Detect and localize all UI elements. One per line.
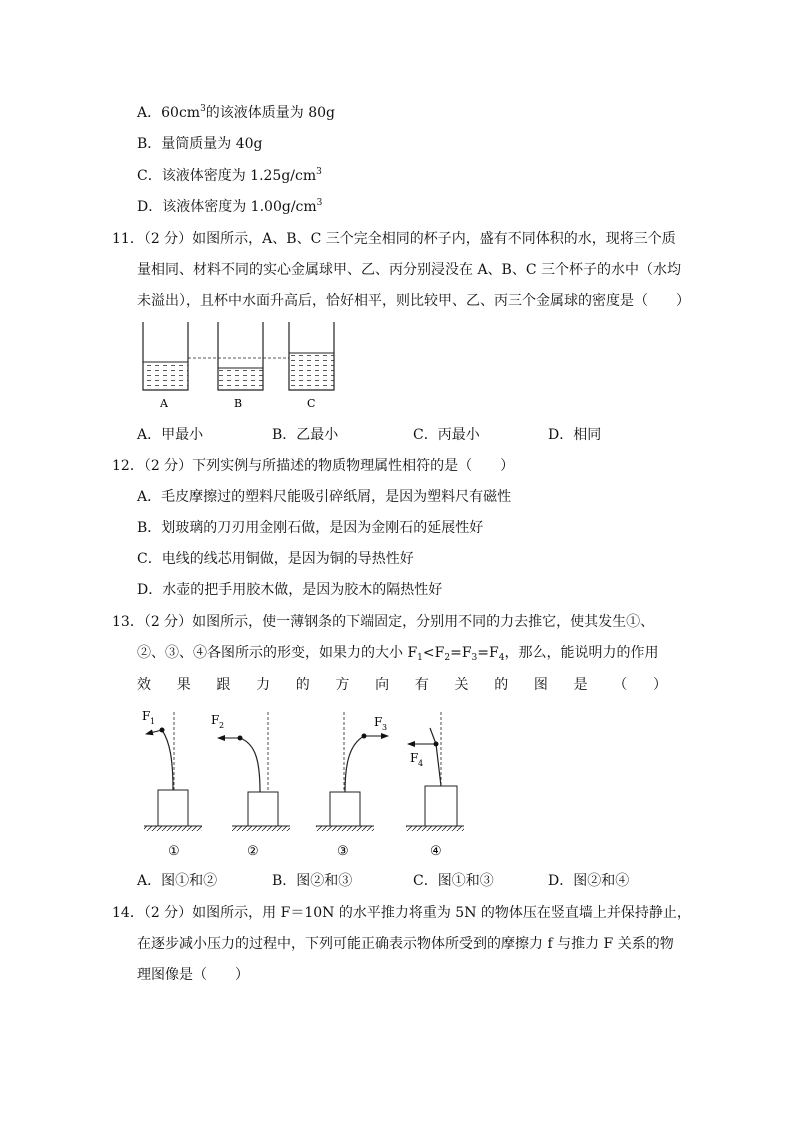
q12-option-a: A．毛皮摩擦过的塑料尺能吸引碎纸屑，是因为塑料尺有磁性 — [137, 489, 512, 505]
q11-option-c: C．丙最小 — [413, 427, 480, 443]
q13-line3-char: ） — [652, 677, 667, 693]
q12-option-b: B．划玻璃的刀刃用金刚石做，是因为金刚石的延展性好 — [137, 520, 484, 536]
svg-text:F: F — [374, 715, 383, 729]
q11-option-a: A．甲最小 — [137, 427, 204, 443]
q13-option-d: D．图②和④ — [548, 873, 630, 889]
q11-stem-line1: 11．（2 分）如图所示，A、B、C 三个完全相同的杯子内，盛有不同体积的水，现将三个质 — [112, 231, 676, 247]
q11-stem-line2: 量相同、材料不同的实心金属球甲、乙、丙分别浸没在 A、B、C 三个杯子的水中（水均 — [137, 262, 682, 278]
q11-number: 11．（2 分） — [112, 231, 193, 247]
q12-number: 12．（2 分） — [112, 458, 193, 474]
q13-line3-char: 力 — [256, 677, 271, 693]
q14-number: 14．（2 分） — [112, 905, 193, 921]
q13-line3-char: （ — [613, 677, 628, 693]
figure-4 — [406, 712, 464, 859]
q12-stem: 12．（2 分）下列实例与所描述的物质物理属性相符的是（ ） — [112, 458, 515, 474]
svg-text:F: F — [410, 751, 419, 765]
q13-line3-char: 有 — [414, 677, 429, 693]
svg-text:2: 2 — [219, 721, 225, 730]
q13-stem-line1: 13．（2 分）如图所示，使一薄钢条的下端固定，分别用不同的力去推它，使其发生①、 — [112, 614, 655, 630]
svg-text:④: ④ — [430, 844, 442, 859]
cup-label-a: A — [160, 397, 168, 410]
q13-number: 13．（2 分） — [112, 614, 193, 630]
cup-label-c: C — [307, 397, 316, 410]
q12-option-c: C．电线的线芯用铜做，是因为铜的导热性好 — [137, 551, 414, 567]
q13-line3-char: 向 — [375, 677, 390, 693]
q13-line3-char: 效 — [137, 677, 151, 693]
q13-line3-char: 方 — [335, 677, 350, 693]
cup-a — [143, 322, 188, 390]
figure-3 — [316, 712, 388, 859]
q14-stem-line1: 14．（2 分）如图所示，用 F＝10N 的水平推力将重为 5N 的物体压在竖直墙上并保持静止， — [112, 905, 691, 921]
cup-label-b: B — [234, 397, 243, 410]
svg-text:1: 1 — [150, 717, 156, 726]
q13-line3-char: 关 — [454, 677, 469, 693]
q13-steel-strip-figure — [138, 700, 478, 860]
q13-stem-line3 — [137, 675, 667, 695]
q10-option-b: B．量筒质量为 40g — [137, 136, 263, 152]
q10-option-a: A．$60cm^3$的该液体质量为 80g — [137, 104, 336, 121]
q11-stem-line3: 未溢出），且杯中水面升高后，恰好相平，则比较甲、乙、丙三个金属球的密度是（ ） — [137, 293, 690, 309]
q13-option-a: A．图①和② — [137, 873, 218, 889]
q11-cups-figure — [130, 318, 350, 413]
q13-option-b: B．图②和③ — [272, 873, 353, 889]
q13-option-c: C．图①和③ — [413, 873, 494, 889]
figure-2 — [211, 712, 290, 859]
svg-text:②: ② — [247, 844, 259, 859]
q14-stem-line2: 在逐步减小压力的过程中，下列可能正确表示物体所受到的摩擦力 f 与推力 F 关系的物 — [137, 936, 674, 952]
q10-option-c: C．该液体密度为 $1.25g/cm^3$ — [137, 167, 322, 184]
svg-text:F: F — [142, 709, 151, 723]
q13-line3-char: 的 — [494, 677, 509, 693]
q13-line3-char: 图 — [533, 677, 548, 693]
q11-option-d: D．相同 — [548, 427, 602, 443]
svg-text:③: ③ — [337, 844, 349, 859]
q13-line3-char: 的 — [295, 677, 310, 693]
q12-option-d: D．水壶的把手用胶木做，是因为胶木的隔热性好 — [137, 582, 443, 598]
q14-stem-line3: 理图像是（ ） — [137, 967, 249, 983]
svg-text:3: 3 — [382, 723, 388, 732]
svg-text:①: ① — [168, 844, 180, 859]
q11-option-b: B．乙最小 — [272, 427, 339, 443]
figure-1 — [142, 709, 202, 859]
q13-stem-line2: ②、③、④各图所示的形变，如果力的大小 $F_1<F_2=F_3=F_4$，那么，能说明力的作用 — [137, 645, 659, 663]
cup-c — [289, 322, 334, 390]
q13-line3-char: 果 — [176, 677, 191, 693]
q13-line3-char: 跟 — [216, 677, 231, 693]
svg-text:4: 4 — [418, 759, 424, 768]
q13-line3-char: 是 — [573, 677, 588, 693]
svg-text:F: F — [211, 713, 220, 727]
q10-option-d: D．该液体密度为 $1.00g/cm^3$ — [137, 198, 323, 215]
cup-b — [218, 322, 263, 390]
